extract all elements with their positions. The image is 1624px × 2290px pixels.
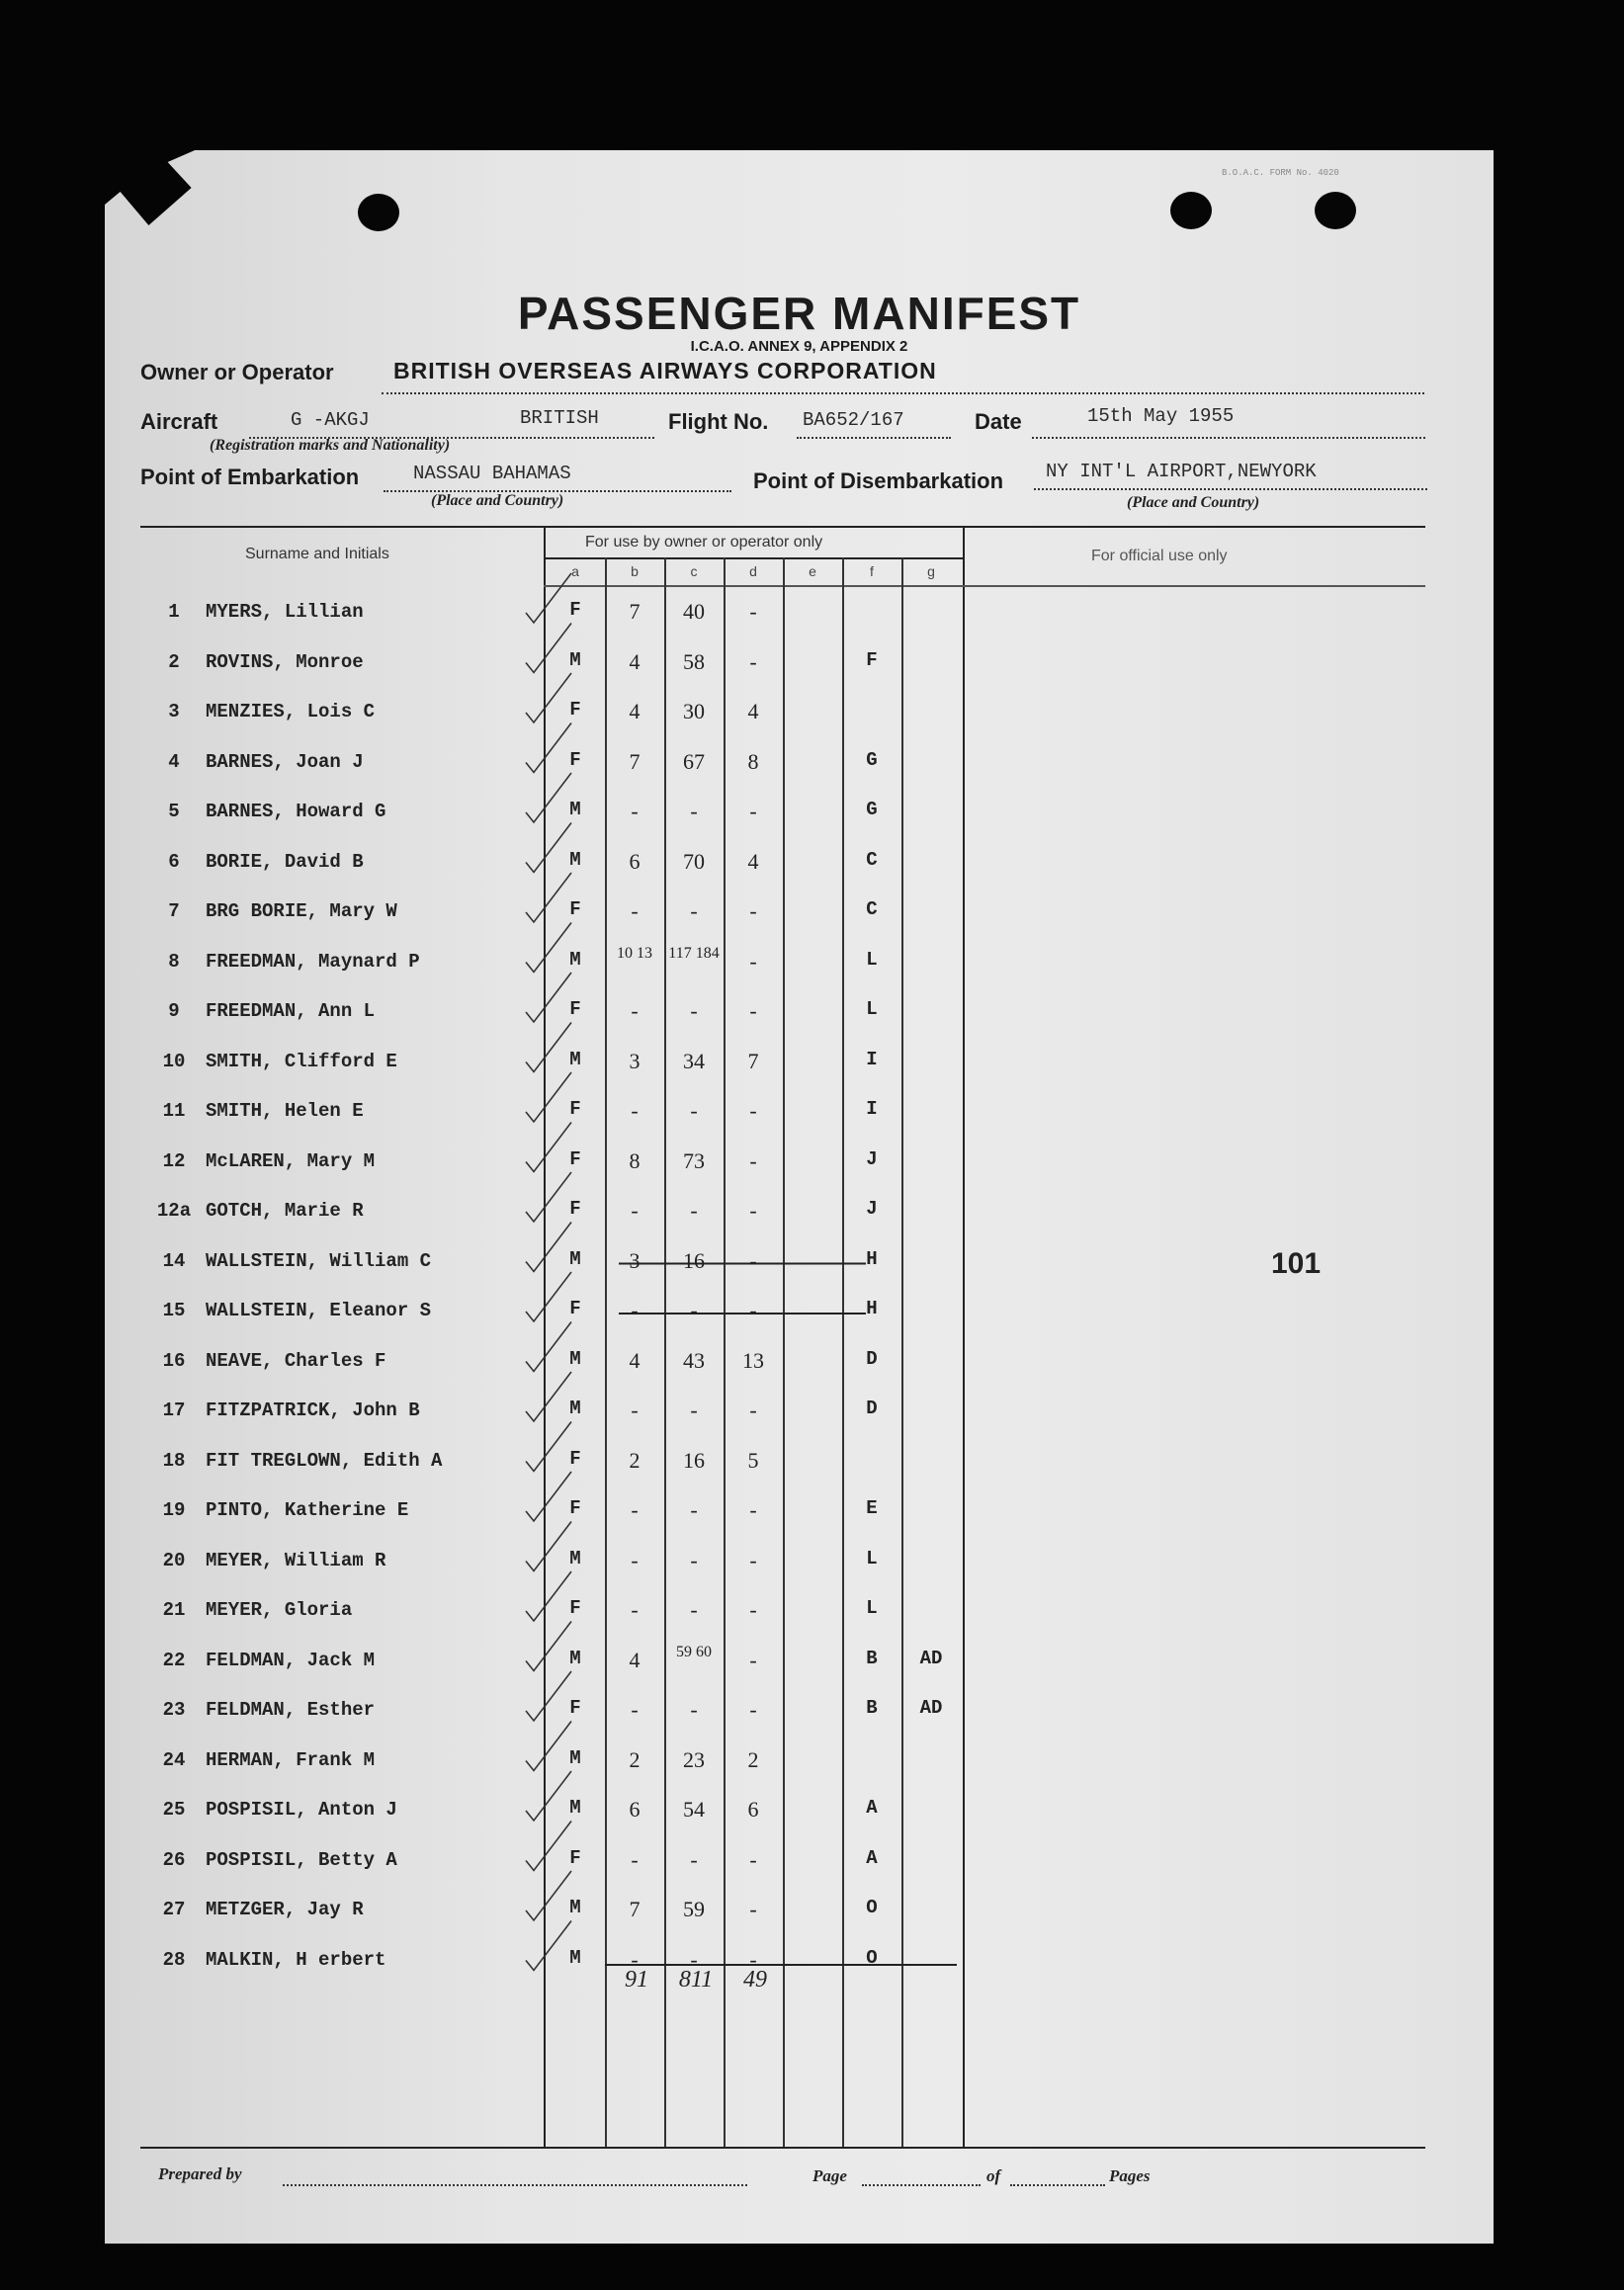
cell-f: H	[866, 1248, 878, 1270]
name-column-header: Surname and Initials	[245, 546, 389, 562]
cell-f: D	[866, 1348, 878, 1370]
passenger-name: ROVINS, Monroe	[206, 651, 364, 673]
cell-d: -	[749, 1497, 757, 1522]
manifest-sheet	[105, 150, 1494, 2244]
cell-f: J	[866, 1198, 878, 1220]
registration-note: (Registration marks and Nationality)	[210, 437, 451, 454]
row-number: 24	[162, 1749, 186, 1771]
row-number: 3	[168, 701, 180, 722]
cell-d: 6	[747, 1797, 759, 1822]
cell-a: F	[569, 1497, 581, 1519]
cell-d: 4	[747, 699, 759, 723]
cell-f: C	[866, 849, 878, 871]
check-mark	[526, 1123, 571, 1172]
cell-d: -	[749, 898, 757, 923]
cell-d: 4	[747, 849, 759, 874]
cell-c: 59 60	[676, 1644, 712, 1660]
cell-c: -	[690, 1847, 698, 1872]
date-value: 15th May 1955	[1087, 405, 1235, 427]
cell-a: M	[569, 1797, 581, 1819]
row-number: 17	[162, 1399, 186, 1421]
cell-c: -	[690, 1597, 698, 1622]
passenger-name: FREEDMAN, Maynard P	[206, 951, 420, 973]
check-mark	[526, 1272, 571, 1321]
passenger-name: MYERS, Lillian	[206, 601, 364, 623]
column-header-e: e	[809, 563, 816, 579]
check-mark	[526, 573, 571, 623]
check-mark	[526, 1072, 571, 1122]
cell-b: 7	[629, 1897, 641, 1921]
cell-d: 13	[742, 1348, 764, 1373]
cell-c: 73	[683, 1148, 705, 1173]
cell-a: M	[569, 1648, 581, 1669]
official-use-header: For official use only	[1091, 548, 1228, 564]
cell-f: D	[866, 1398, 878, 1419]
cell-c: -	[690, 1298, 698, 1322]
check-marks	[105, 150, 1494, 2244]
cell-b: -	[631, 1198, 639, 1223]
check-mark	[526, 1372, 571, 1421]
disembarkation-value: NY INT'L AIRPORT,NEWYORK	[1046, 461, 1317, 482]
passenger-name: McLAREN, Mary M	[206, 1150, 376, 1172]
official-number: 101	[1271, 1247, 1322, 1280]
row-number: 6	[168, 851, 180, 873]
cell-c: -	[690, 898, 698, 923]
row-number: 25	[162, 1799, 186, 1821]
check-mark	[526, 1622, 571, 1671]
cell-a: F	[569, 1098, 581, 1120]
cell-f: A	[866, 1847, 878, 1869]
cell-f: A	[866, 1797, 878, 1819]
cell-c: -	[690, 1497, 698, 1522]
cell-b: 7	[629, 749, 641, 774]
cell-c: -	[690, 1098, 698, 1123]
check-mark	[526, 1172, 571, 1222]
cell-f: J	[866, 1148, 878, 1170]
row-number: 7	[168, 900, 180, 922]
cell-c: 34	[683, 1049, 705, 1073]
cell-a: M	[569, 1947, 581, 1969]
cell-f: H	[866, 1298, 878, 1319]
cell-b: -	[631, 1098, 639, 1123]
column-header-d: d	[749, 563, 757, 579]
cell-c: 54	[683, 1797, 705, 1822]
page-line	[862, 2184, 981, 2186]
passenger-name: FREEDMAN, Ann L	[206, 1000, 376, 1022]
cell-f: G	[866, 749, 878, 771]
cell-c: 43	[683, 1348, 705, 1373]
cell-c: 59	[683, 1897, 705, 1921]
cell-f: L	[866, 1548, 878, 1569]
cell-g: AD	[919, 1648, 943, 1669]
cell-b: 8	[629, 1148, 641, 1173]
cell-b: 4	[629, 649, 641, 674]
check-mark	[526, 1023, 571, 1072]
cell-a: F	[569, 898, 581, 920]
check-mark	[526, 973, 571, 1022]
aircraft-value: G -AKGJ	[291, 409, 370, 431]
of-line	[1010, 2184, 1105, 2186]
cell-f: L	[866, 1597, 878, 1619]
cell-f: I	[866, 1049, 878, 1070]
cell-f: B	[866, 1697, 878, 1719]
cell-c: 23	[683, 1747, 705, 1772]
cell-d: -	[749, 1947, 757, 1972]
cell-f: I	[866, 1098, 878, 1120]
row-number: 26	[162, 1849, 186, 1871]
passenger-name: POSPISIL, Betty A	[206, 1849, 397, 1871]
check-mark	[526, 1223, 571, 1272]
disembarkation-note: (Place and Country)	[1127, 494, 1260, 511]
page-label: Page	[812, 2166, 847, 2185]
cell-a: F	[569, 1847, 581, 1869]
passenger-name: MEYER, Gloria	[206, 1599, 353, 1621]
of-label: of	[986, 2166, 1001, 2185]
row-number: 9	[168, 1000, 180, 1022]
passenger-name: NEAVE, Charles F	[206, 1350, 386, 1372]
form-number: B.O.A.C. FORM No. 4020	[1222, 168, 1339, 178]
cell-b: -	[631, 1947, 639, 1972]
row-number: 21	[162, 1599, 186, 1621]
row-number: 10	[162, 1051, 186, 1072]
cell-a: M	[569, 1348, 581, 1370]
check-mark	[526, 873, 571, 922]
date-label: Date	[975, 409, 1022, 434]
cell-c: -	[690, 1947, 698, 1972]
cell-b: -	[631, 1697, 639, 1722]
cell-d: -	[749, 1897, 757, 1921]
owner-label: Owner or Operator	[140, 360, 334, 384]
embarkation-value: NASSAU BAHAMAS	[413, 463, 571, 484]
passenger-name: PINTO, Katherine E	[206, 1499, 409, 1521]
passenger-name: FELDMAN, Esther	[206, 1699, 376, 1721]
passenger-name: BARNES, Joan J	[206, 751, 364, 773]
row-number: 27	[162, 1899, 186, 1920]
cell-b: 6	[629, 849, 641, 874]
cell-b: 4	[629, 1648, 641, 1672]
cell-a: M	[569, 649, 581, 671]
operator-group-header: For use by owner or operator only	[585, 534, 823, 551]
passenger-name: FELDMAN, Jack M	[206, 1650, 376, 1671]
passenger-name: METZGER, Jay R	[206, 1899, 364, 1920]
cell-b: -	[631, 998, 639, 1023]
cell-c: 16	[683, 1448, 705, 1473]
owner-value: BRITISH OVERSEAS AIRWAYS CORPORATION	[393, 358, 937, 383]
cell-a: M	[569, 949, 581, 971]
column-header-b: b	[631, 563, 639, 579]
cell-b: -	[631, 1548, 639, 1572]
total-d: 49	[743, 1967, 767, 1993]
row-number: 8	[168, 951, 180, 973]
column-header-f: f	[870, 563, 874, 579]
cell-a: F	[569, 998, 581, 1020]
cell-a: F	[569, 1597, 581, 1619]
row-number: 1	[168, 601, 180, 623]
flight-value: BA652/167	[803, 409, 904, 431]
cell-a: F	[569, 1148, 581, 1170]
manifest-subtitle: I.C.A.O. ANNEX 9, APPENDIX 2	[690, 338, 908, 355]
column-header-a: a	[571, 563, 579, 579]
cell-a: F	[569, 1448, 581, 1470]
cell-d: -	[749, 1597, 757, 1622]
row-number: 28	[162, 1949, 186, 1971]
cell-b: -	[631, 1398, 639, 1422]
cell-b: 3	[629, 1248, 641, 1273]
cell-d: -	[749, 649, 757, 674]
cell-d: -	[749, 949, 757, 974]
cell-b: 2	[629, 1747, 641, 1772]
cell-f: O	[866, 1897, 878, 1918]
cell-c: 67	[683, 749, 705, 774]
cell-a: M	[569, 1398, 581, 1419]
cell-b: -	[631, 898, 639, 923]
cell-c: 40	[683, 599, 705, 624]
row-number: 5	[168, 801, 180, 822]
passenger-name: WALLSTEIN, Eleanor S	[206, 1300, 432, 1321]
cell-d: 2	[747, 1747, 759, 1772]
cell-b: 4	[629, 1348, 641, 1373]
cell-a: M	[569, 849, 581, 871]
cell-f: L	[866, 998, 878, 1020]
cell-d: -	[749, 1148, 757, 1173]
aircraft-label: Aircraft	[140, 409, 218, 434]
cell-d: -	[749, 599, 757, 624]
passenger-name: GOTCH, Marie R	[206, 1200, 364, 1222]
check-mark	[526, 1472, 571, 1521]
cell-d: -	[749, 1098, 757, 1123]
cell-d: -	[749, 1248, 757, 1273]
cell-c: 58	[683, 649, 705, 674]
embarkation-note: (Place and Country)	[431, 492, 564, 509]
cell-d: -	[749, 1198, 757, 1223]
cell-b: 2	[629, 1448, 641, 1473]
passenger-name: SMITH, Clifford E	[206, 1051, 397, 1072]
check-mark	[526, 1771, 571, 1821]
disembarkation-label: Point of Disembarkation	[753, 468, 1004, 493]
check-mark	[526, 1522, 571, 1571]
cell-c: -	[690, 1548, 698, 1572]
nationality-value: BRITISH	[520, 407, 599, 429]
cell-b: -	[631, 1298, 639, 1322]
cell-b: 10 13	[617, 945, 652, 962]
cell-g: AD	[919, 1697, 943, 1719]
pages-label: Pages	[1109, 2166, 1151, 2185]
cell-b: -	[631, 1847, 639, 1872]
row-number: 23	[162, 1699, 186, 1721]
row-number: 11	[162, 1100, 186, 1122]
row-number: 14	[162, 1250, 186, 1272]
check-mark	[526, 773, 571, 822]
check-mark	[526, 673, 571, 722]
cell-b: 4	[629, 699, 641, 723]
prepared-by-line	[283, 2184, 747, 2186]
passenger-name: MALKIN, H erbert	[206, 1949, 386, 1971]
check-mark	[526, 1722, 571, 1771]
cell-c: 30	[683, 699, 705, 723]
cell-c: 16	[683, 1248, 705, 1273]
cell-a: M	[569, 1548, 581, 1569]
total-c: 811	[678, 1967, 714, 1993]
cell-d: -	[749, 1398, 757, 1422]
passenger-name: WALLSTEIN, William C	[206, 1250, 432, 1272]
row-number: 2	[168, 651, 180, 673]
flight-label: Flight No.	[668, 409, 769, 434]
check-mark	[526, 823, 571, 873]
cell-c: -	[690, 1198, 698, 1223]
check-mark	[526, 1322, 571, 1372]
cell-b: -	[631, 1597, 639, 1622]
check-mark	[526, 1822, 571, 1871]
cell-d: 5	[747, 1448, 759, 1473]
cell-b: 6	[629, 1797, 641, 1822]
passenger-name: FIT TREGLOWN, Edith A	[206, 1450, 443, 1472]
row-number: 18	[162, 1450, 186, 1472]
cell-f: O	[866, 1947, 878, 1969]
cell-a: M	[569, 1897, 581, 1918]
cell-f: E	[866, 1497, 878, 1519]
cell-b: -	[631, 1497, 639, 1522]
passenger-name: BRG BORIE, Mary W	[206, 900, 397, 922]
cell-d: -	[749, 799, 757, 823]
cell-a: F	[569, 1697, 581, 1719]
cell-a: M	[569, 799, 581, 820]
passenger-name: MEYER, William R	[206, 1550, 386, 1571]
passenger-name: BORIE, David B	[206, 851, 364, 873]
cell-a: M	[569, 1049, 581, 1070]
check-mark	[526, 1671, 571, 1721]
embarkation-label: Point of Embarkation	[140, 465, 360, 489]
passenger-name: MENZIES, Lois C	[206, 701, 376, 722]
cell-d: -	[749, 1847, 757, 1872]
check-mark	[526, 1571, 571, 1621]
column-header-g: g	[927, 563, 935, 579]
cell-a: F	[569, 699, 581, 721]
cell-a: F	[569, 749, 581, 771]
total-b: 91	[625, 1967, 648, 1993]
cell-a: F	[569, 1298, 581, 1319]
cell-d: -	[749, 998, 757, 1023]
row-number: 19	[162, 1499, 186, 1521]
cell-b: 3	[629, 1049, 641, 1073]
passenger-name: SMITH, Helen E	[206, 1100, 364, 1122]
cell-d: -	[749, 1697, 757, 1722]
cell-f: L	[866, 949, 878, 971]
row-number: 22	[162, 1650, 186, 1671]
cell-a: F	[569, 1198, 581, 1220]
check-mark	[526, 1422, 571, 1472]
cell-a: F	[569, 599, 581, 621]
cell-c: -	[690, 1398, 698, 1422]
cell-c: -	[690, 998, 698, 1023]
cell-c: -	[690, 1697, 698, 1722]
passenger-name: POSPISIL, Anton J	[206, 1799, 397, 1821]
check-mark	[526, 1871, 571, 1920]
cell-d: -	[749, 1548, 757, 1572]
cell-c: 117 184	[668, 945, 720, 962]
row-number: 15	[162, 1300, 186, 1321]
passenger-name: BARNES, Howard G	[206, 801, 386, 822]
cell-d: 7	[747, 1049, 759, 1073]
passenger-name: FITZPATRICK, John B	[206, 1399, 420, 1421]
cell-d: 8	[747, 749, 759, 774]
check-mark	[526, 624, 571, 673]
manifest-title: PASSENGER MANIFEST	[517, 288, 1081, 339]
check-mark	[526, 723, 571, 773]
row-number: 16	[162, 1350, 186, 1372]
row-number: 20	[162, 1550, 186, 1571]
cell-f: C	[866, 898, 878, 920]
column-header-c: c	[690, 563, 698, 579]
cell-d: -	[749, 1298, 757, 1322]
cell-c: 70	[683, 849, 705, 874]
row-number: 12a	[156, 1200, 192, 1222]
check-mark	[526, 1921, 571, 1971]
cell-b: 7	[629, 599, 641, 624]
passenger-name: HERMAN, Frank M	[206, 1749, 376, 1771]
cell-a: M	[569, 1747, 581, 1769]
prepared-by-label: Prepared by	[158, 2164, 242, 2183]
check-mark	[526, 923, 571, 973]
row-number: 4	[168, 751, 180, 773]
cell-c: -	[690, 799, 698, 823]
cell-a: M	[569, 1248, 581, 1270]
row-number: 12	[162, 1150, 186, 1172]
cell-d: -	[749, 1648, 757, 1672]
cell-f: F	[866, 649, 878, 671]
cell-f: B	[866, 1648, 878, 1669]
cell-f: G	[866, 799, 878, 820]
cell-b: -	[631, 799, 639, 823]
